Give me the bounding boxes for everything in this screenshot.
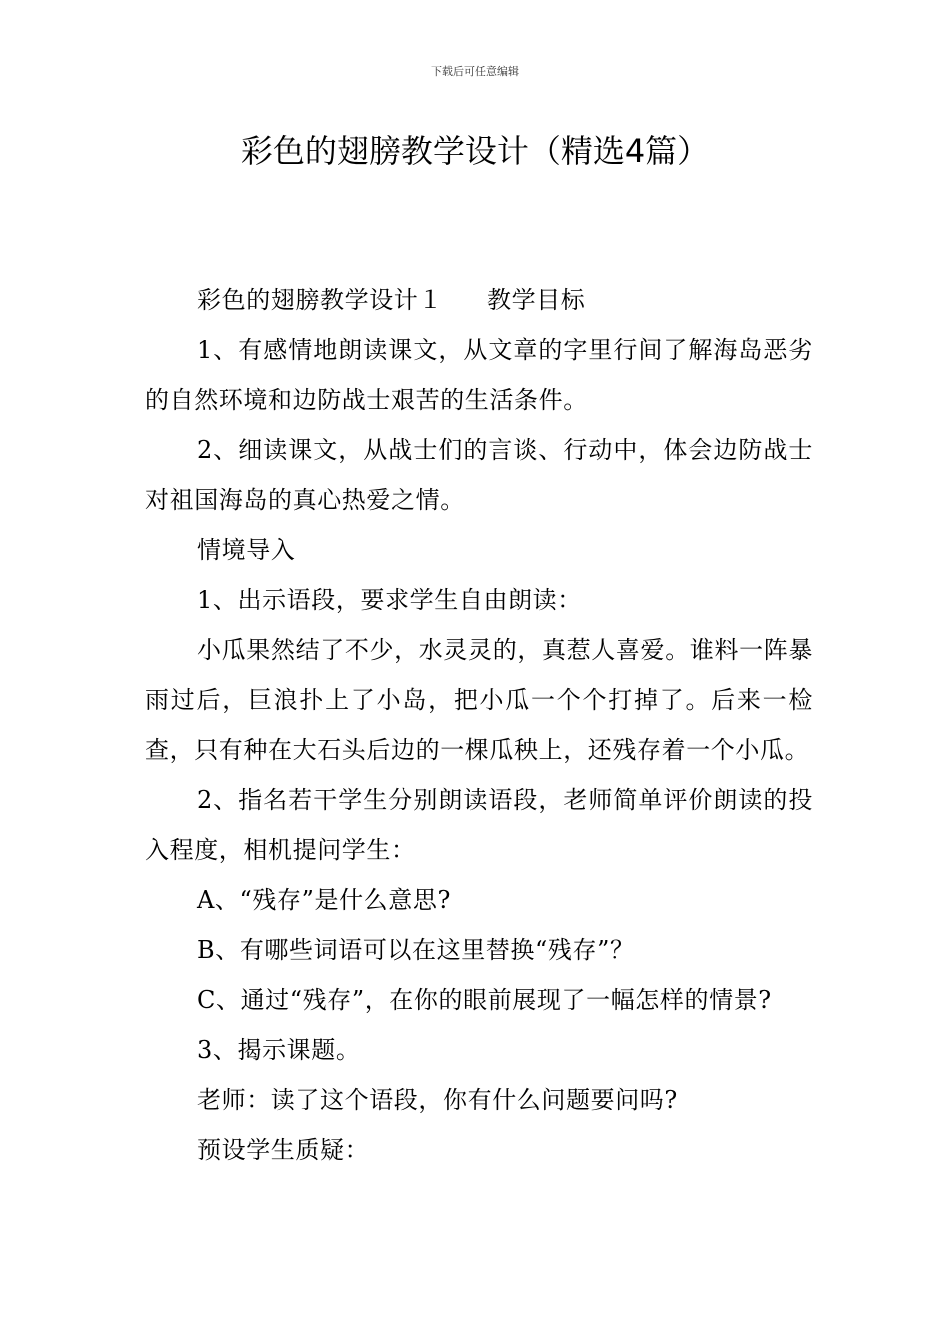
objectives-heading: 教学目标 [487,286,586,314]
section-heading-line [145,275,813,325]
paragraph: 3、揭示课题。 [197,1036,361,1064]
document-body [145,275,813,1175]
paragraph: 1、出示语段，要求学生自由朗读： [197,586,582,614]
document-title: 彩色的翅膀教学设计（精选4篇） [240,132,710,170]
paragraph: 老师：读了这个语段，你有什么问题要问吗? [197,1086,678,1114]
paragraph: 预设学生质疑： [197,1136,370,1164]
page-header-note: 下载后可任意编辑 [431,65,519,78]
section-heading: 彩色的翅膀教学设计１ [197,286,443,314]
question-item: C、通过“残存”，在你的眼前展现了一幅怎样的情景? [197,986,772,1014]
question-item: A、“残存”是什么意思? [197,886,451,914]
subheading: 情境导入 [197,536,296,564]
paragraph: 1、有感情地朗读课文，从文章的字里行间了解海岛恶劣的自然环境和边防战士艰苦的生活条件。 [145,336,813,414]
paragraph: 2、指名若干学生分别朗读语段，老师简单评价朗读的投入程度，相机提问学生： [145,786,813,864]
quoted-passage: 小瓜果然结了不少，水灵灵的，真惹人喜爱。谁料一阵暴雨过后，巨浪扑上了小岛，把小瓜一个个打掉了。后来一检查，只有种在大石头后边的一棵瓜秧上，还残存着一个小瓜。 [145,636,813,764]
question-item: B、有哪些词语可以在这里替换“残存”？ [197,936,635,964]
paragraph: 2、细读课文，从战士们的言谈、行动中，体会边防战士对祖国海岛的真心热爱之情。 [145,436,813,514]
